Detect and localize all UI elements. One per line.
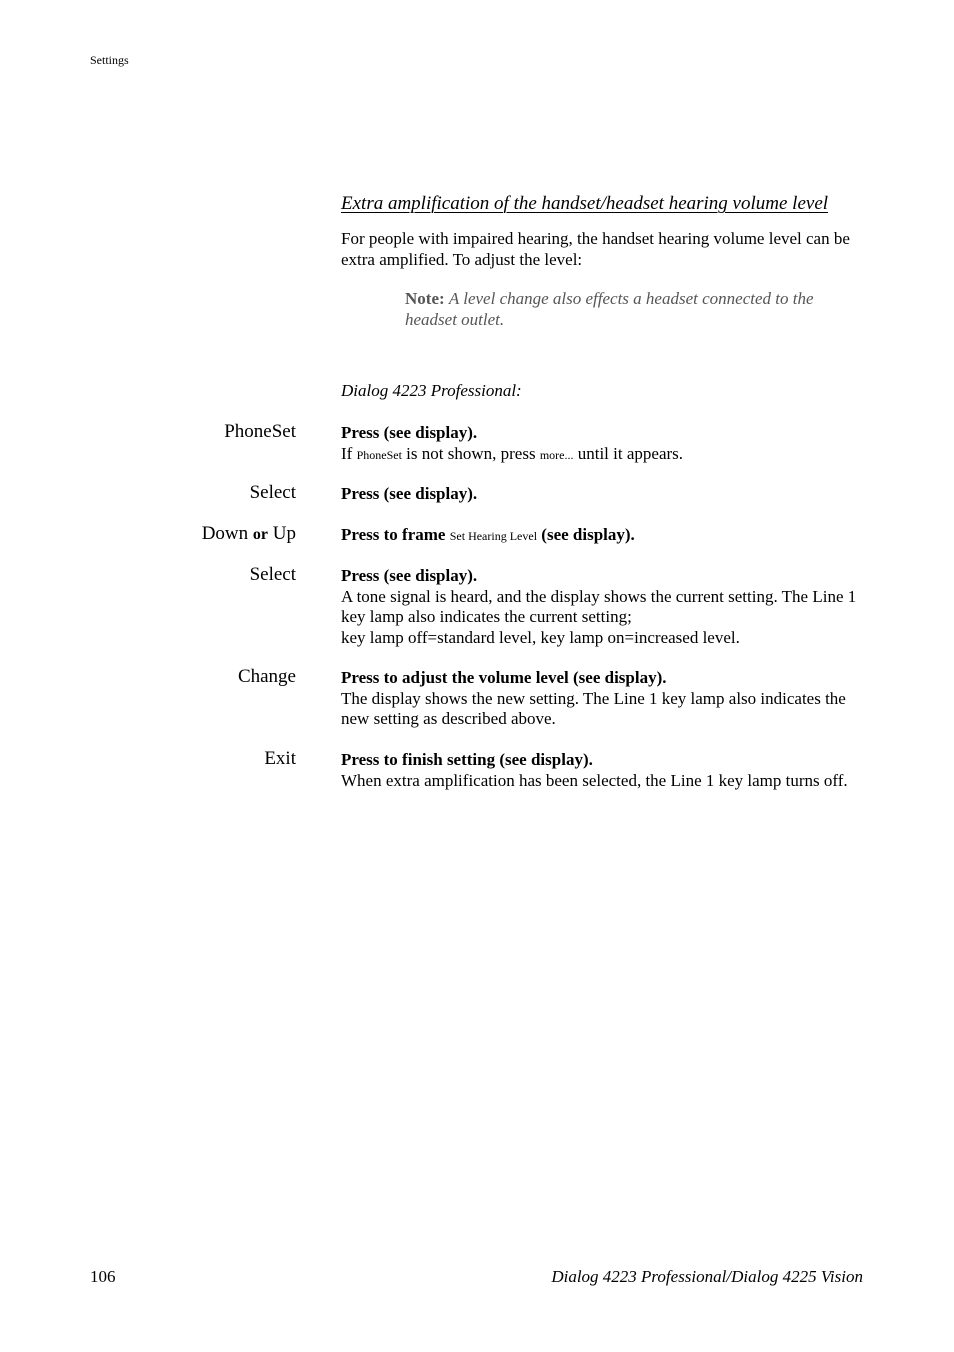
note-text: A level change also effects a headset connected to the headset outlet. (405, 289, 814, 329)
key-or: or (252, 526, 269, 543)
key-select: Select (249, 564, 296, 585)
step-action: Press (see display). (341, 566, 478, 585)
step-action: Press (see display). (341, 423, 478, 442)
step-detail: The display shows the new setting. The Line 1 key lamp also indicates the new setting as described above. (341, 688, 846, 728)
footer-title: Dialog 4223 Professional/Dialog 4225 Vision (551, 1267, 863, 1286)
model-heading: Dialog 4223 Professional: (341, 381, 522, 400)
key-change: Change (237, 666, 296, 687)
key-down-or-up (202, 523, 296, 545)
display-text-more: more... (539, 447, 574, 462)
note-label: Note: (405, 289, 445, 308)
step-phoneset (341, 423, 866, 465)
step-action: Press (see display). (341, 484, 478, 503)
step-change (341, 668, 866, 730)
step-down-or-up (341, 525, 866, 547)
key-select: Select (249, 482, 296, 503)
page-number: 106 (90, 1267, 116, 1286)
key-phoneset: PhoneSet (224, 421, 296, 442)
step-detail (341, 444, 866, 466)
intro-paragraph: For people with impaired hearing, the handset hearing volume level can be extra amplified. To adjust the level: (341, 229, 850, 269)
running-head: Settings (90, 53, 129, 67)
display-text-set-hearing-level: Set Hearing Level (449, 529, 538, 543)
key-down: Down (201, 523, 249, 544)
key-up: Up (272, 523, 296, 544)
step-exit (341, 750, 866, 791)
detail-text: until it appears. (577, 443, 684, 463)
key-exit: Exit (264, 748, 296, 769)
step-action (341, 525, 866, 547)
step-select (341, 484, 866, 505)
step-detail: When extra amplification has been selected, the Line 1 key lamp turns off. (341, 770, 848, 790)
section-title: Extra amplification of the handset/headset hearing volume level (341, 193, 829, 214)
action-text: (see display). (541, 525, 635, 544)
step-detail: key lamp off=standard level, key lamp on=increased level. (341, 627, 740, 647)
step-detail: A tone signal is heard, and the display shows the current setting. The Line 1 key lamp also indicates the current setting; (341, 586, 857, 626)
step-select-confirm (341, 566, 866, 648)
step-action: Press to adjust the volume level (see display). (341, 668, 667, 687)
display-text-phoneset: PhoneSet (356, 447, 402, 462)
detail-text: is not shown, press (406, 443, 536, 463)
detail-text: If (341, 443, 353, 463)
step-action: Press to finish setting (see display). (341, 750, 593, 769)
action-text: Press to frame (341, 525, 446, 544)
note (405, 289, 860, 330)
